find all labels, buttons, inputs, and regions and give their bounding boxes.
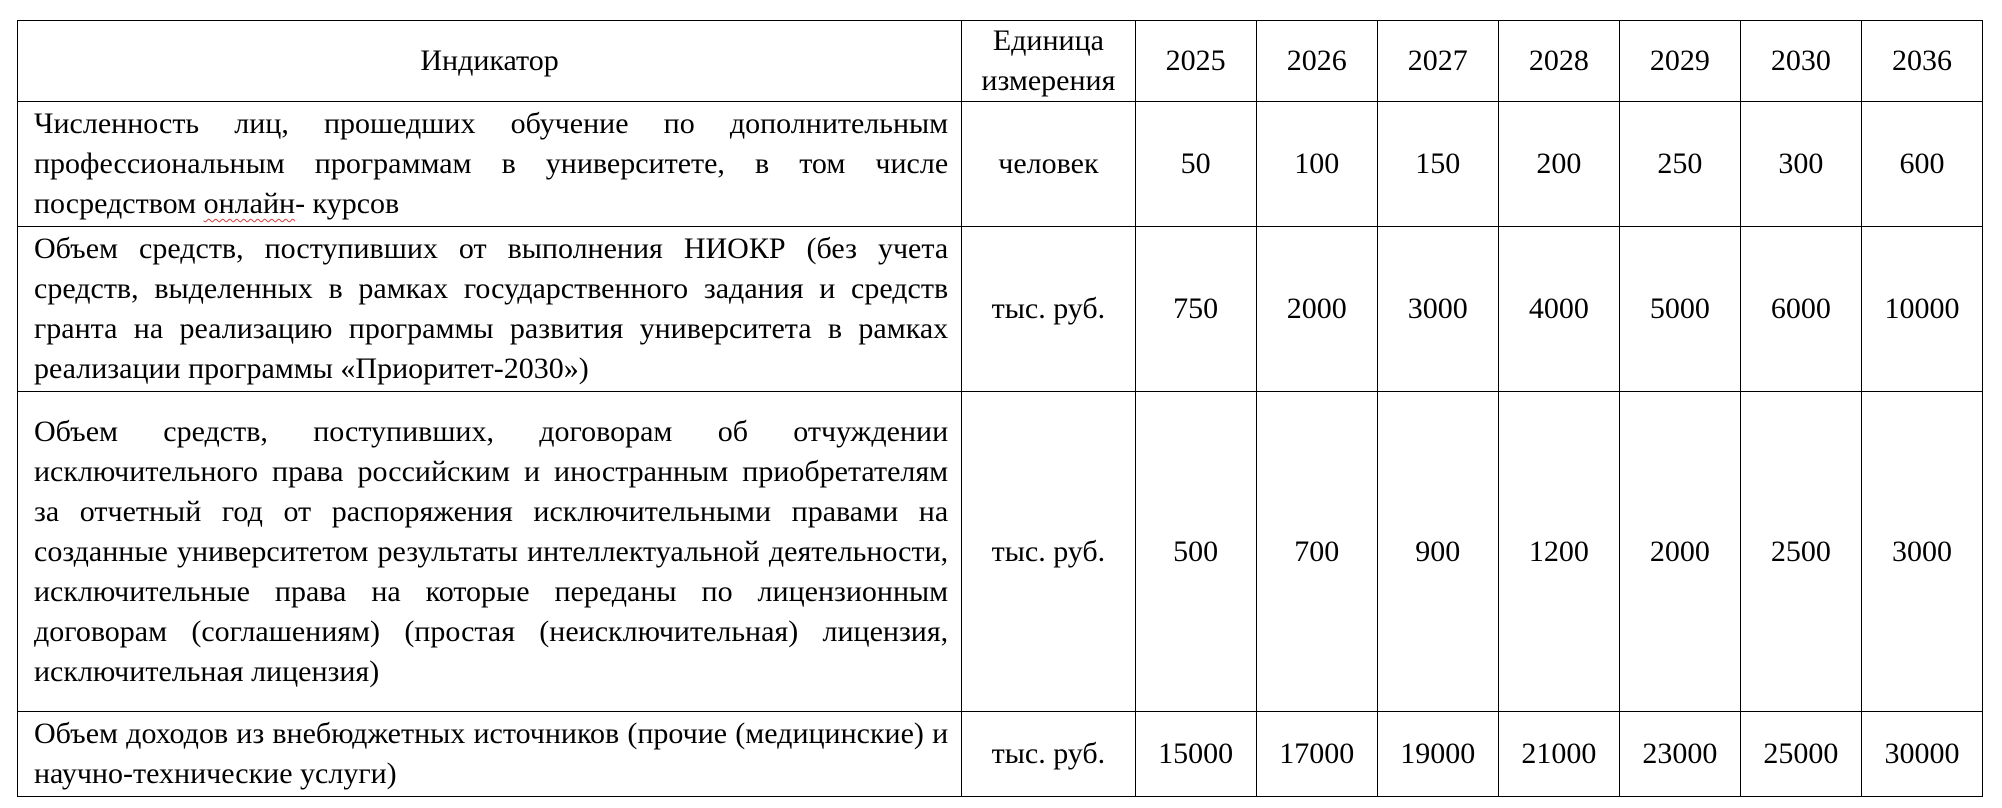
table-row (18, 102, 1983, 227)
header-year: 2026 (1256, 21, 1377, 102)
value-cell: 23000 (1619, 712, 1740, 797)
header-year: 2025 (1135, 21, 1256, 102)
value-cell: 5000 (1619, 227, 1740, 392)
unit-cell: тыс. руб. (962, 392, 1136, 712)
value-cell: 21000 (1498, 712, 1619, 797)
indicator-cell: Объем средств, поступивших от выполнения НИОКР (без учета средств, выделенных в рамках государственного задания и средств гранта на реализацию программы развития университета в рамках реализации программы «Приоритет-2030») (18, 227, 962, 392)
value-cell: 700 (1256, 392, 1377, 712)
unit-cell: человек (962, 102, 1136, 227)
value-cell: 2500 (1740, 392, 1861, 712)
indicator-cell: Объем доходов из внебюджетных источников (прочие (медицинские) и научно-технические услуги) (18, 712, 962, 797)
unit-cell: тыс. руб. (962, 227, 1136, 392)
header-year: 2036 (1861, 21, 1982, 102)
header-year: 2029 (1619, 21, 1740, 102)
value-cell: 250 (1619, 102, 1740, 227)
value-cell: 750 (1135, 227, 1256, 392)
value-cell: 19000 (1377, 712, 1498, 797)
table-row (18, 712, 1983, 797)
value-cell: 200 (1498, 102, 1619, 227)
unit-cell: тыс. руб. (962, 712, 1136, 797)
value-cell: 10000 (1861, 227, 1982, 392)
value-cell: 25000 (1740, 712, 1861, 797)
value-cell: 2000 (1619, 392, 1740, 712)
header-row (18, 21, 1983, 102)
header-indicator: Индикатор (18, 21, 962, 102)
header-year: 2027 (1377, 21, 1498, 102)
value-cell: 6000 (1740, 227, 1861, 392)
value-cell: 15000 (1135, 712, 1256, 797)
value-cell: 900 (1377, 392, 1498, 712)
table-row (18, 392, 1983, 712)
header-year: 2030 (1740, 21, 1861, 102)
value-cell: 3000 (1861, 392, 1982, 712)
indicator-cell (18, 102, 962, 227)
value-cell: 150 (1377, 102, 1498, 227)
header-year: 2028 (1498, 21, 1619, 102)
indicator-cell: Объем средств, поступивших, договорам об отчуждении исключительного права российским и иностранным приобретателям за отчетный год от распоряжения исключительными правами на созданные университетом результаты интеллектуальной деятельности, исключительные права на которые переданы по лицензионным договорам (соглашениям) (простая (неисключительная) лицензия, исключительная лицензия) (18, 392, 962, 712)
value-cell: 100 (1256, 102, 1377, 227)
value-cell: 4000 (1498, 227, 1619, 392)
value-cell: 1200 (1498, 392, 1619, 712)
indicator-text: - курсов (295, 187, 400, 220)
value-cell: 17000 (1256, 712, 1377, 797)
value-cell: 300 (1740, 102, 1861, 227)
value-cell: 30000 (1861, 712, 1982, 797)
value-cell: 600 (1861, 102, 1982, 227)
header-unit: Единица измерения (962, 21, 1136, 102)
value-cell: 3000 (1377, 227, 1498, 392)
table-row (18, 227, 1983, 392)
indicators-table (17, 20, 1983, 797)
value-cell: 50 (1135, 102, 1256, 227)
value-cell: 2000 (1256, 227, 1377, 392)
value-cell: 500 (1135, 392, 1256, 712)
indicator-text: Численность лиц, прошедших обучение по дополнительным профессиональным программам в университете, в том числе посредством (34, 107, 949, 220)
misspelled-word: онлайн (203, 187, 296, 220)
